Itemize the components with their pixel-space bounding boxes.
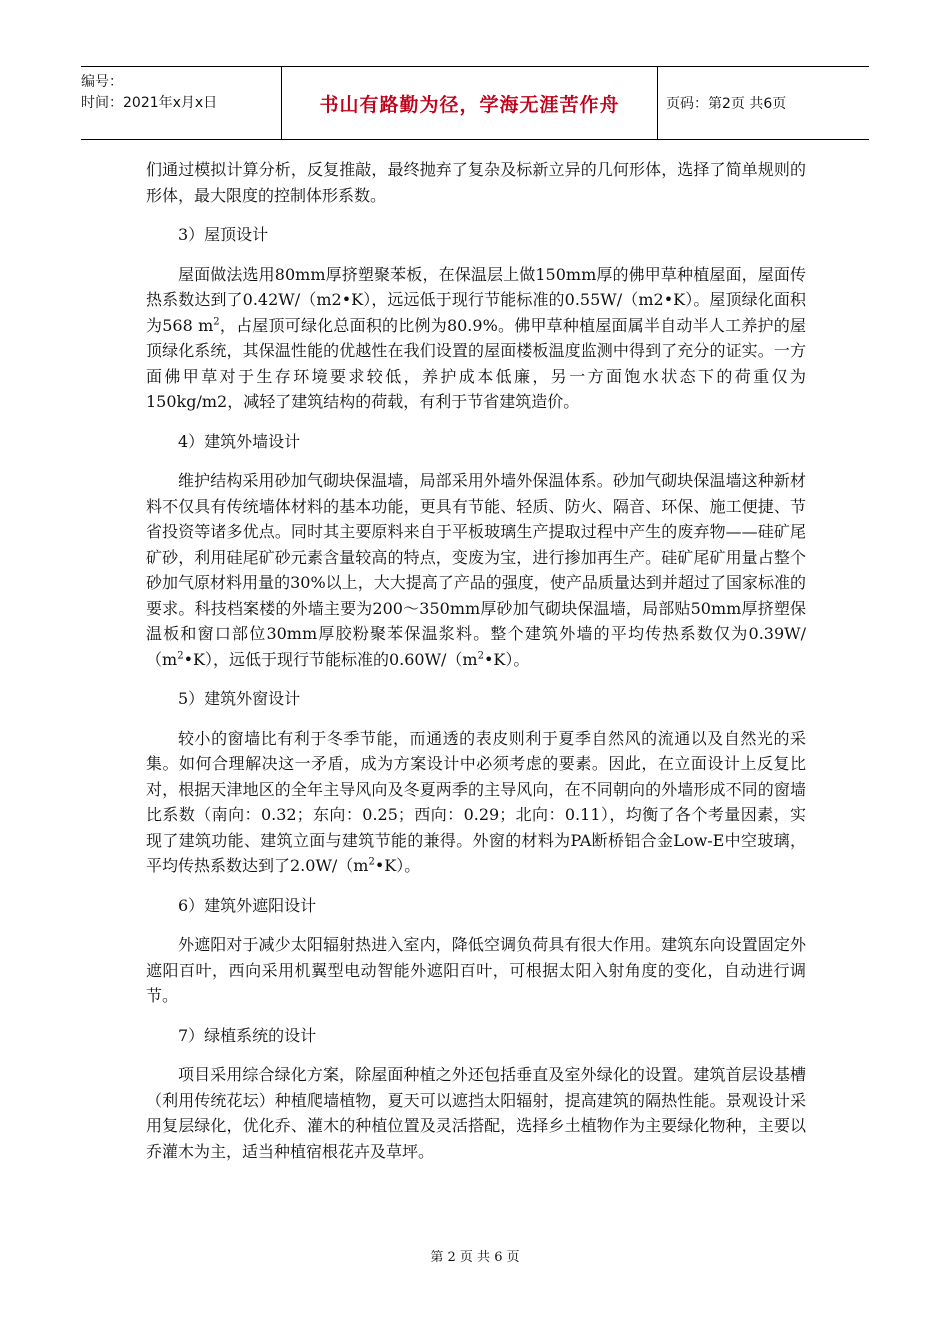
wall-superscript-2: 2 [477, 650, 484, 662]
header-motto-cell [281, 67, 658, 139]
paragraph-window [146, 726, 806, 879]
wall-superscript-1: 2 [177, 650, 184, 662]
paragraph-roof [146, 262, 806, 415]
heading-greenery-system: 7）绿植系统的设计 [178, 1025, 317, 1045]
window-text-b: •K）。 [374, 856, 421, 875]
number-label: 编号： [81, 74, 123, 90]
page-info: 页码：第2页 共6页 [666, 96, 787, 112]
heading-exterior-window: 5）建筑外窗设计 [178, 689, 301, 708]
heading-exterior-shading: 6）建筑外遮阳设计 [178, 895, 317, 915]
window-superscript: 2 [368, 856, 375, 868]
paragraph-intro: 们通过模拟计算分析，反复推敲，最终抛弃了复杂及标新立异的几何形体，选择了简单规则的形体，最大限度的控制体形系数。 [146, 160, 806, 205]
time-label: 时间：2021年x月x日 [81, 95, 218, 111]
heading-exterior-wall: 4）建筑外墙设计 [178, 431, 301, 451]
header-page-info-cell [658, 67, 877, 139]
wall-text-a: 维护结构采用砂加气砌块保温墙，局部采用外墙外保温体系。砂加气砌块保温墙这种新材料不仅具有传统墙体材料的基本功能，更具有节能、轻质、防火、隔音、环保、施工便捷、节省投资等诸多优点。同时其主要原料来自于平板玻璃生产提取过程中产生的废弃物——硅矿尾矿砂，利用硅尾矿砂元素含量较高的特点，变废为宝，进行掺加再生产。硅矿尾矿用量占整个砂加气原材料用量的30%以上，大大提高了产品的强度，使产品质量达到并超过了国家标准的要求。科技档案楼的外墙主要为200～350mm厚砂加气砌块保温墙，局部贴50mm厚挤塑保温板和窗口部位30mm厚胶粉聚苯保温浆料。整个建筑外墙的平均传热系数仅为0.39W/（m [146, 471, 806, 669]
page-header [81, 66, 869, 140]
paragraph-shading: 外遮阳对于减少太阳辐射热进入室内，降低空调负荷具有很大作用。建筑东向设置固定外遮阳百叶，西向采用机翼型电动智能外遮阳百叶，可根据太阳入射角度的变化，自动进行调节。 [146, 935, 806, 1005]
roof-text-b: ，占屋顶可绿化总面积的比例为80.9%。佛甲草种植屋面属半自动半人工养护的屋顶绿化系统，其保温性能的优越性在我们设置的屋面楼板温度监测中得到了充分的证实。一方面佛甲草对于生存环境要求较低，养护成本低廉，另一方面饱水状态下的荷重仅为150kg/m2，减轻了建筑结构的荷载，有利于节省建筑造价。 [146, 315, 806, 411]
motto: 书山有路勤为径，学海无涯苦作舟 [319, 93, 620, 116]
wall-text-c: •K）。 [483, 649, 530, 669]
window-text-a: 较小的窗墙比有利于冬季节能，而通透的表皮则利于夏季自然风的流通以及自然光的采集。如何合理解决这一矛盾，成为方案设计中必须考虑的要素。因此，在立面设计上反复比对，根据天津地区的全年主导风向及冬夏两季的主导风向，在不同朝向的外墙形成不同的窗墙比系数（南向：0.32；东向：0.25；西向：0.29；北向：0.11），均衡了各个考量因素，实现了建筑功能、建筑立面与建筑节能的兼得。外窗的材料为PA断桥铝合金Low-E中空玻璃，平均传热系数达到了2.0W/（m [146, 728, 806, 875]
roof-text-a: 屋面做法选用80mm厚挤塑聚苯板，在保温层上做150mm厚的佛甲草种植屋面，屋面传热系数达到了0.42W/（m2•K），远远低于现行节能标准的0.55W/（m2•K）。屋顶绿化面积为568 m [146, 264, 806, 335]
paragraph-wall [146, 468, 806, 672]
heading-roof-design: 3）屋顶设计 [178, 225, 269, 244]
paragraph-greenery: 项目采用综合绿化方案，除屋面种植之外还包括垂直及室外绿化的设置。建筑首层设基槽（利用传统花坛）种植爬墙植物，夏天可以遮挡太阳辐射，提高建筑的隔热性能。景观设计采用复层绿化，优化乔、灌木的种植位置及灵活搭配，选择乡土植物作为主要绿化物种，主要以乔灌木为主，适当种植宿根花卉及草坪。 [146, 1065, 806, 1161]
page-footer: 第 2 页 共 6 页 [430, 1250, 520, 1265]
document-body [146, 157, 806, 1164]
header-meta [81, 67, 281, 144]
wall-text-b: •K），远低于现行节能标准的0.60W/（m [183, 649, 478, 669]
roof-superscript: 2 [213, 316, 220, 328]
